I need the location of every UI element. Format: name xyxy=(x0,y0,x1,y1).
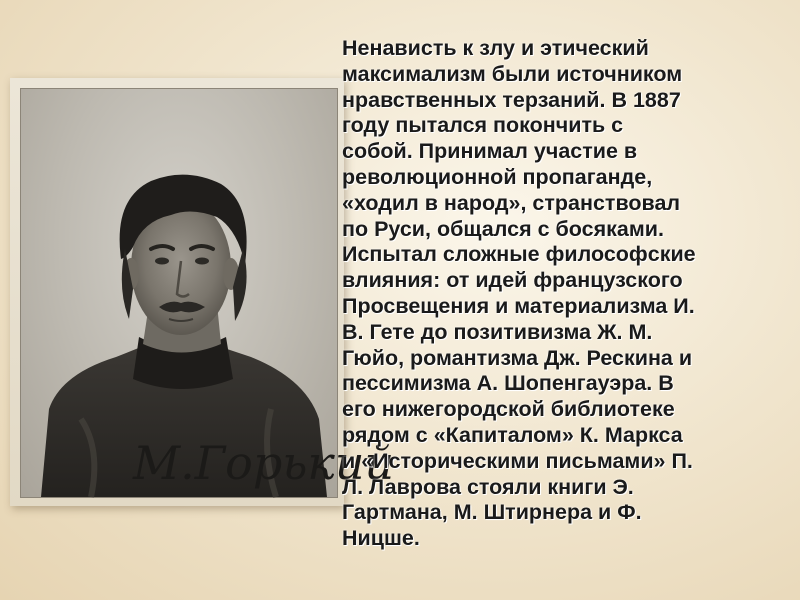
biography-text xyxy=(342,36,782,556)
text-line: Гюйо, романтизма Дж. Рескина и xyxy=(342,345,693,370)
text-line: по Руси, общался с босяками. xyxy=(342,216,664,241)
text-line: «ходил в народ», странствовал xyxy=(342,190,681,215)
text-line: году пытался покончить с xyxy=(342,113,624,138)
text-line: Испытал сложные философские xyxy=(342,242,696,267)
text-line: революционной пропаганде, xyxy=(342,164,653,189)
text-line: Л. Лаврова стояли книги Э. xyxy=(342,474,634,499)
text-line: его нижегородской библиотеке xyxy=(342,397,675,422)
text-line: собой. Принимал участие в xyxy=(342,139,638,164)
text-line: Гартмана, М. Штирнера и Ф. xyxy=(342,500,642,525)
text-line: пессимизма А. Шопенгауэра. В xyxy=(342,371,674,396)
text-line: Ненависть к злу и этический xyxy=(342,36,649,60)
text-line: рядом с «Капиталом» К. Маркса xyxy=(342,422,683,447)
text-line: Просвещения и материализма И. xyxy=(342,293,695,318)
text-line: и «Историческими письмами» П. xyxy=(342,448,693,473)
text-line: нравственных терзаний. В 1887 xyxy=(342,87,681,112)
text-line: максимализм были источником xyxy=(342,61,683,86)
text-line: В. Гете до позитивизма Ж. М. xyxy=(342,319,653,344)
signature-text: М.Горький xyxy=(133,436,395,490)
portrait-photo-frame xyxy=(10,78,395,506)
portrait-photo xyxy=(20,88,395,498)
portrait-image xyxy=(21,89,395,497)
text-line: Ницше. xyxy=(342,526,420,551)
text-line: влияния: от идей французского xyxy=(342,268,683,293)
